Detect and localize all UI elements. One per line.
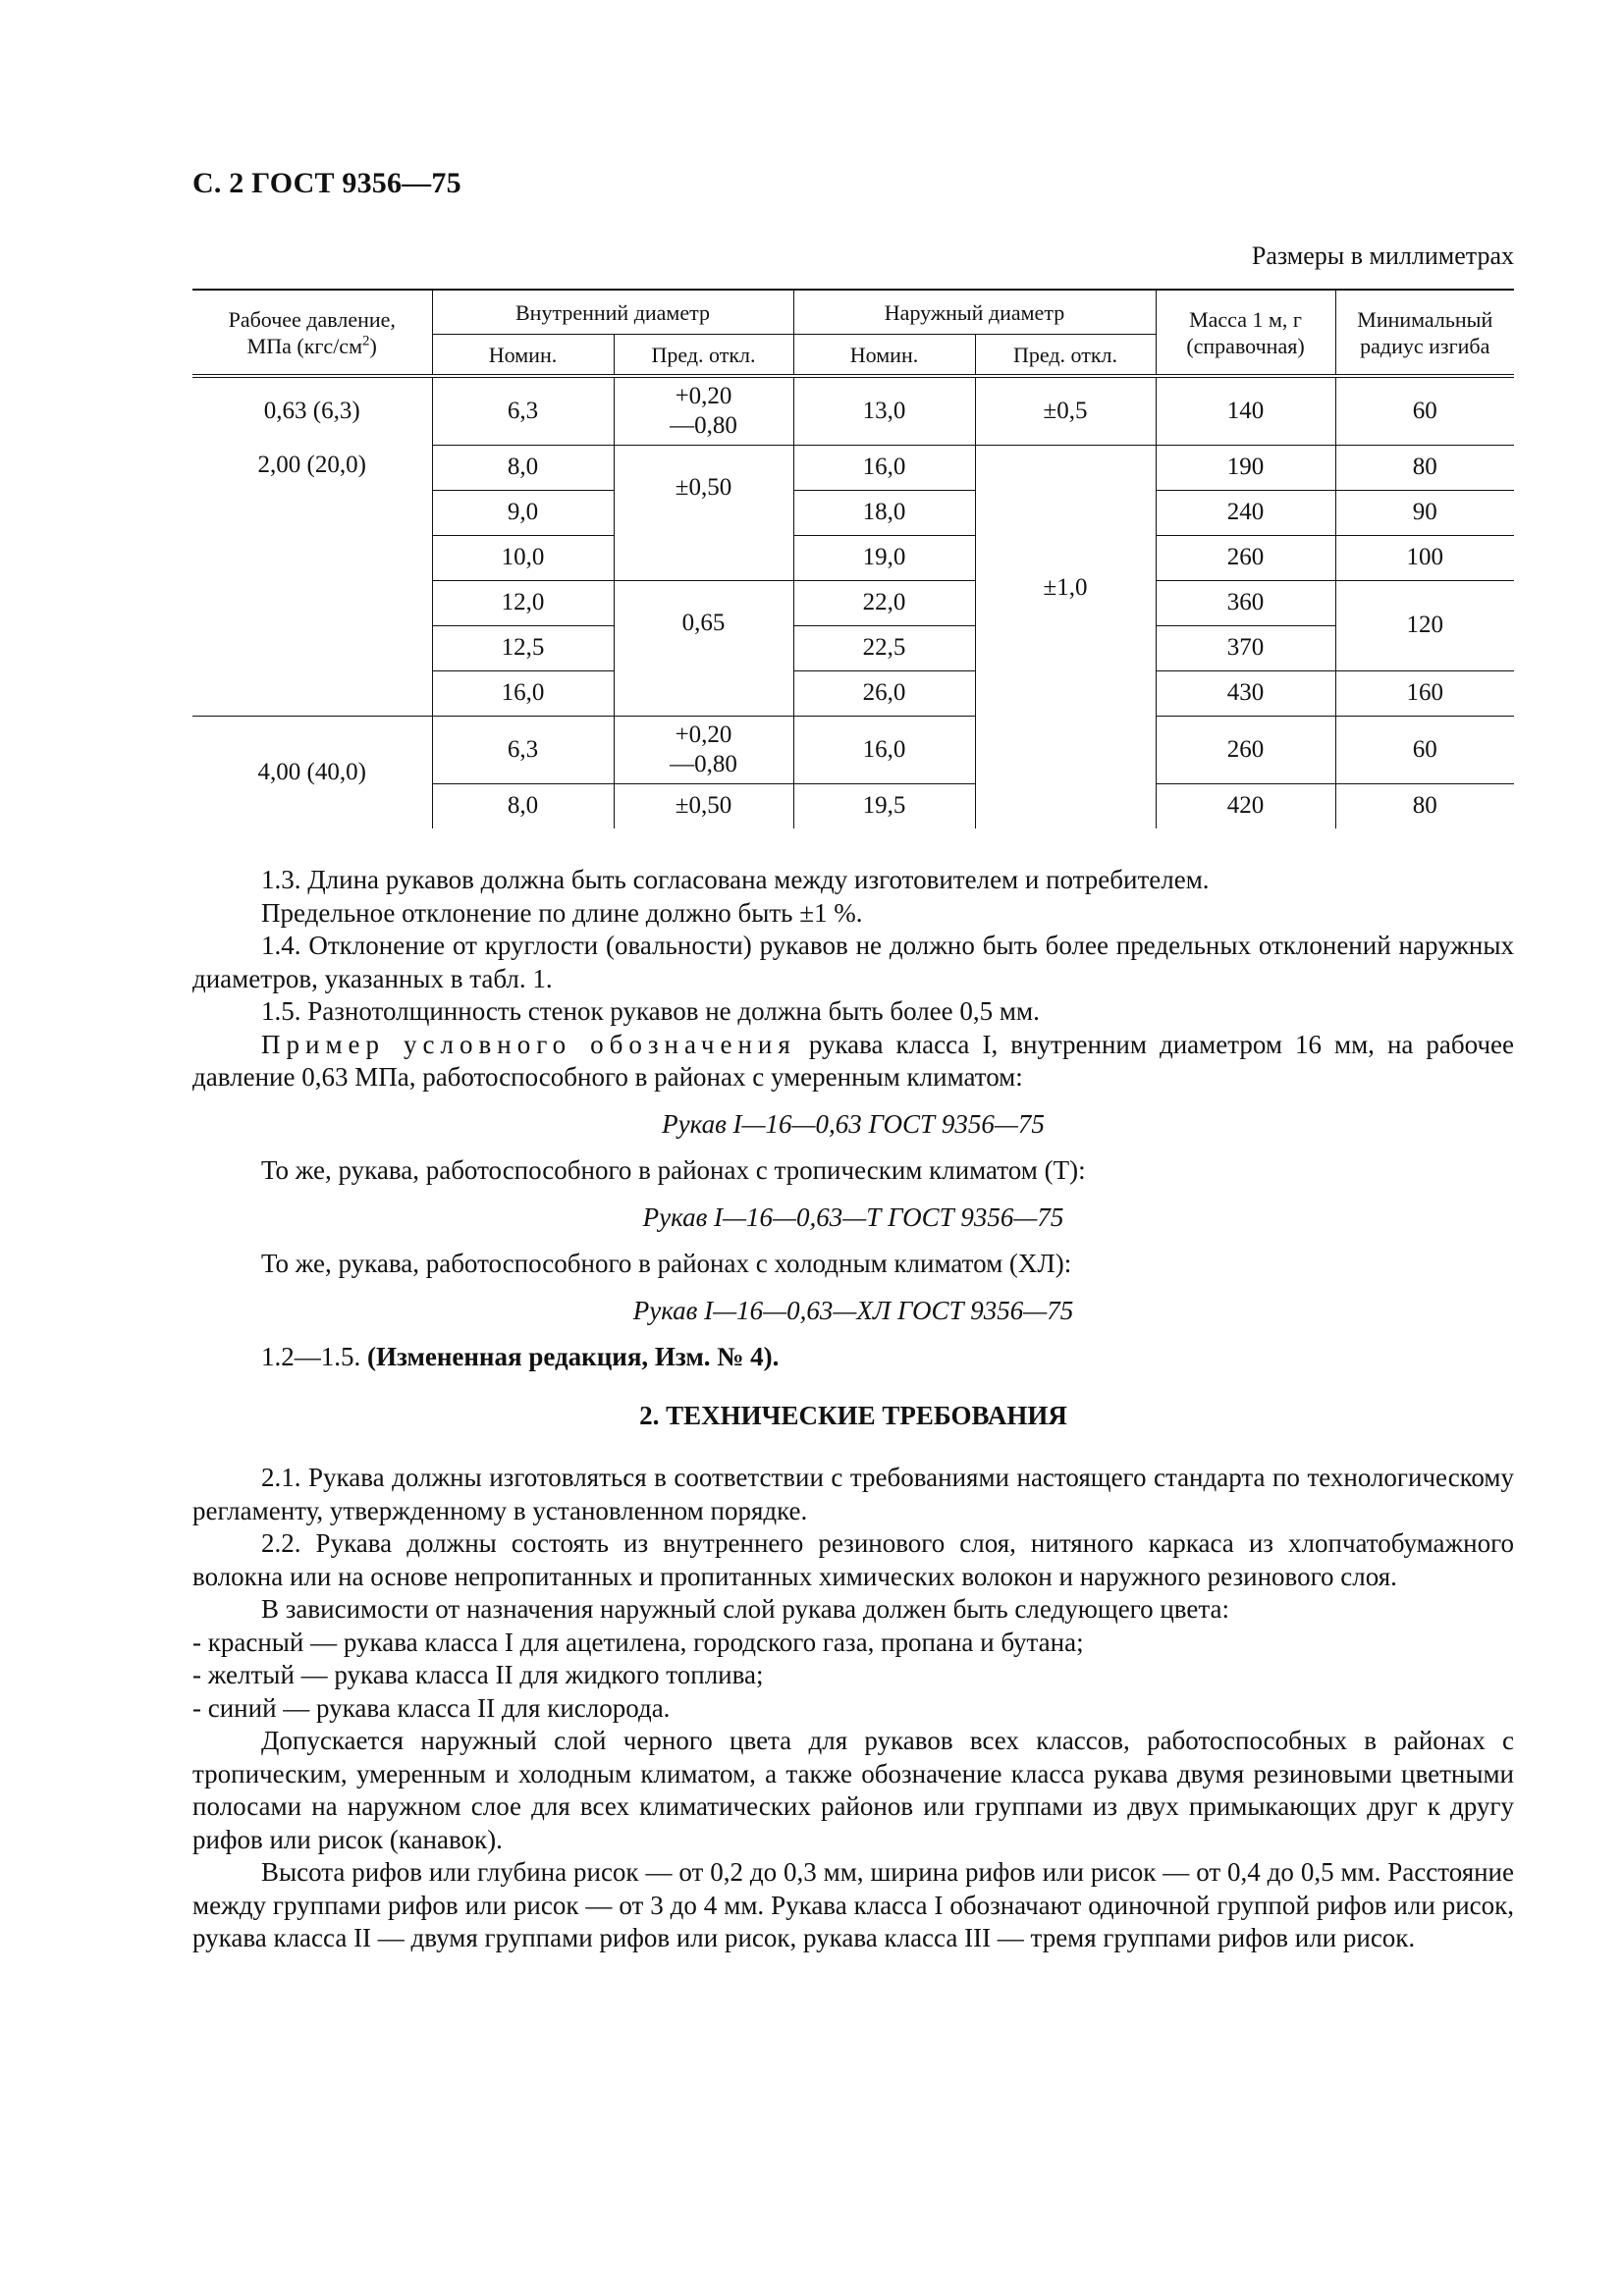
list-item-red: - красный — рукава класса I для ацетилена, городского газа, пропана и бутана; bbox=[192, 1627, 1084, 1657]
section-title: 2. ТЕХНИЧЕСКИЕ ТРЕБОВАНИЯ bbox=[639, 1400, 1067, 1430]
header-outer-diameter: Наружный диаметр bbox=[793, 290, 1156, 335]
paragraph-ribs: Высота рифов или глубина рисок — от 0,2 до 0,3 мм, ширина рифов или рисок — от 0,4 до 0,5 мм. Расстояние между группами рифов или рисок — от 3 до 4 мм. Рукава класса I обозначают одиночной группой рифов или рисок, рукава класса II — двумя группами рифов или рисок, рукава класса III — тремя группами рифов или рисок. bbox=[192, 1857, 1514, 1952]
paragraph-1-5: 1.5. Разнотолщинность стенок рукавов не должна быть более 0,5 мм. bbox=[261, 996, 1040, 1026]
outer-nominal-cell: 19,5 bbox=[793, 783, 975, 828]
mass-cell: 430 bbox=[1156, 670, 1335, 716]
header-inner-diameter: Внутренний диаметр bbox=[432, 290, 793, 335]
header-outer-nominal: Номин. bbox=[793, 335, 975, 377]
header-radius: Минимальный радиус изгиба bbox=[1335, 290, 1514, 376]
paragraph-2-1: 2.1. Рукава должны изготовляться в соответствии с требованиями настоящего стандарта по технологическому регламенту, утвержденному в установленном порядке. bbox=[192, 1463, 1514, 1525]
radius-cell: 90 bbox=[1335, 490, 1514, 535]
paragraph-example: Пример условного обозначения рукава класса I, внутренним диаметром 16 мм, на рабочее давление 0,63 МПа, работоспособного в районах с умеренным климатом: bbox=[192, 1029, 1514, 1092]
inner-tolerance-cell: ±0,50 bbox=[614, 783, 793, 828]
body-text bbox=[192, 864, 1514, 1955]
inner-nominal-cell: 16,0 bbox=[432, 670, 614, 716]
outer-nominal-cell: 16,0 bbox=[793, 716, 975, 783]
inner-tolerance-cell: 0,65 bbox=[614, 580, 793, 716]
outer-tolerance-cell: ±1,0 bbox=[975, 445, 1156, 828]
outer-tolerance-cell: ±0,5 bbox=[975, 376, 1156, 445]
list-item-blue: - синий — рукава класса II для кислорода. bbox=[192, 1692, 671, 1723]
paragraph-black-layer: Допускается наружный слой черного цвета для рукавов всех классов, работоспособных в районах с тропическим, умеренным и холодным климатом, а также обозначение класса рукава двумя резиновыми цветными полосами на наружном слое для всех климатических районов или группами из двух примыкающих друг к другу рифов или рисок (канавок). bbox=[192, 1726, 1514, 1854]
radius-cell: 60 bbox=[1335, 376, 1514, 445]
dimensions-table bbox=[192, 289, 1514, 828]
mass-cell: 240 bbox=[1156, 490, 1335, 535]
paragraph-same-tropic: То же, рукава, работоспособного в районах с тропическим климатом (Т): bbox=[261, 1155, 1086, 1185]
mass-cell: 190 bbox=[1156, 445, 1335, 490]
pressure-cell: 0,63 (6,3) bbox=[192, 376, 432, 445]
pressure-cell: 4,00 (40,0) bbox=[192, 716, 432, 828]
header-inner-tolerance: Пред. откл. bbox=[614, 335, 793, 377]
header-outer-tolerance: Пред. откл. bbox=[975, 335, 1156, 377]
table-row bbox=[192, 376, 1514, 445]
header-mass: Масса 1 м, г (справочная) bbox=[1156, 290, 1335, 376]
outer-nominal-cell: 26,0 bbox=[793, 670, 975, 716]
outer-nominal-cell: 19,0 bbox=[793, 535, 975, 580]
inner-tolerance-cell: ±0,50 bbox=[614, 445, 793, 580]
radius-cell: 100 bbox=[1335, 535, 1514, 580]
radius-cell: 160 bbox=[1335, 670, 1514, 716]
radius-cell: 120 bbox=[1335, 580, 1514, 670]
mass-cell: 140 bbox=[1156, 376, 1335, 445]
units-note: Размеры в миллиметрах bbox=[1251, 241, 1514, 270]
paragraph-1-4: 1.4. Отклонение от круглости (овальности) рукавов не должно быть более предельных отклонений наружных диаметров, указанных в табл. 1. bbox=[192, 931, 1514, 993]
inner-nominal-cell: 9,0 bbox=[432, 490, 614, 535]
radius-cell: 80 bbox=[1335, 783, 1514, 828]
mass-cell: 420 bbox=[1156, 783, 1335, 828]
radius-cell: 60 bbox=[1335, 716, 1514, 783]
designation-formula-1: Рукав I—16—0,63 ГОСТ 9356—75 bbox=[662, 1108, 1045, 1139]
page-header: С. 2 ГОСТ 9356—75 bbox=[192, 167, 461, 199]
inner-nominal-cell: 8,0 bbox=[432, 783, 614, 828]
outer-nominal-cell: 16,0 bbox=[793, 445, 975, 490]
paragraph-1-3: 1.3. Длина рукавов должна быть согласована между изготовителем и потребителем. bbox=[261, 865, 1210, 894]
inner-nominal-cell: 6,3 bbox=[432, 716, 614, 783]
example-label: Пример условного обозначения bbox=[261, 1029, 796, 1059]
inner-tolerance-cell: +0,20 —0,80 bbox=[614, 376, 793, 445]
paragraph-1-3-tolerance: Предельное отклонение по длине должно быть ±1 %. bbox=[261, 897, 863, 928]
mass-cell: 260 bbox=[1156, 535, 1335, 580]
paragraph-2-2: 2.2. Рукава должны состоять из внутреннего резинового слоя, нитяного каркаса из хлопчатобумажного волокна или на основе непропитанных и пропитанных химических волокон и наружного резинового слоя. bbox=[192, 1528, 1514, 1591]
header-inner-nominal: Номин. bbox=[432, 335, 614, 377]
inner-nominal-cell: 12,5 bbox=[432, 625, 614, 670]
outer-nominal-cell: 13,0 bbox=[793, 376, 975, 445]
inner-tolerance-cell: +0,20 —0,80 bbox=[614, 716, 793, 783]
outer-nominal-cell: 22,0 bbox=[793, 580, 975, 625]
outer-nominal-cell: 18,0 bbox=[793, 490, 975, 535]
inner-nominal-cell: 8,0 bbox=[432, 445, 614, 490]
inner-nominal-cell: 10,0 bbox=[432, 535, 614, 580]
table-row bbox=[192, 716, 1514, 783]
mass-cell: 260 bbox=[1156, 716, 1335, 783]
paragraph-same-cold: То же, рукава, работоспособного в районах с холодным климатом (ХЛ): bbox=[261, 1249, 1072, 1278]
mass-cell: 360 bbox=[1156, 580, 1335, 625]
radius-cell: 80 bbox=[1335, 445, 1514, 490]
designation-formula-2: Рукав I—16—0,63—Т ГОСТ 9356—75 bbox=[642, 1201, 1064, 1232]
list-item-yellow: - желтый — рукава класса II для жидкого топлива; bbox=[192, 1660, 764, 1689]
outer-nominal-cell: 22,5 bbox=[793, 625, 975, 670]
designation-formula-3: Рукав I—16—0,63—ХЛ ГОСТ 9356—75 bbox=[632, 1295, 1074, 1325]
header-pressure: Рабочее давление, МПа $(кгс/см^2)$ bbox=[192, 290, 432, 376]
inner-nominal-cell: 6,3 bbox=[432, 376, 614, 445]
edition-note: 1.2—1.5. (Измененная редакция, Изм. № 4). bbox=[261, 1342, 780, 1371]
inner-nominal-cell: 12,0 bbox=[432, 580, 614, 625]
paragraph-colors-intro: В зависимости от назначения наружный слой рукава должен быть следующего цвета: bbox=[261, 1594, 1229, 1624]
table-row bbox=[192, 445, 1514, 490]
mass-cell: 370 bbox=[1156, 625, 1335, 670]
pressure-cell: 2,00 (20,0) bbox=[192, 445, 432, 716]
